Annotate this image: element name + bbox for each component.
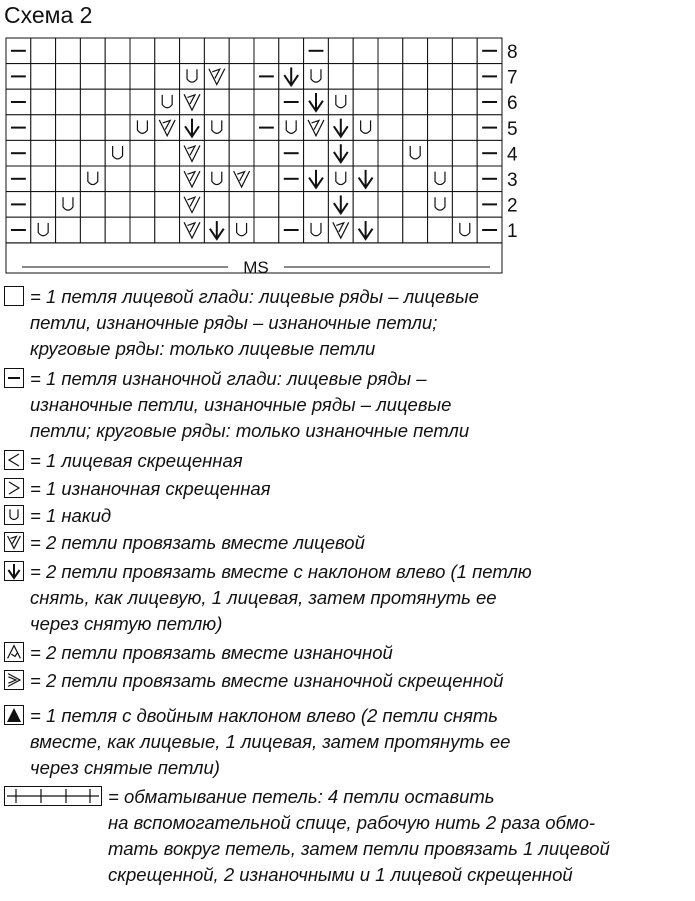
legend-text: = 2 петли провязать вместе лицевой: [30, 532, 365, 553]
chart-cell: [130, 140, 155, 166]
chart-cell: [452, 38, 477, 64]
yarn-over-icon: [4, 505, 24, 525]
legend-item: [4, 366, 469, 444]
chart-cell: [254, 115, 279, 141]
legend-text: = 1 петля с двойным наклоном влево (2 петли снять вместе, как лицевые, 1 лицевая, затем протянуть ее через снятые петли): [30, 705, 511, 778]
chart-cell: [477, 192, 502, 218]
triangle-icon: [4, 705, 24, 725]
knitting-chart: [0, 0, 695, 290]
chart-cell: [31, 192, 56, 218]
chart-cell: [56, 140, 81, 166]
legend-item: [4, 668, 503, 694]
chart-cell: [403, 192, 428, 218]
chart-cell: [403, 38, 428, 64]
row-label: 2: [507, 195, 518, 217]
wrap-icon: [4, 786, 102, 806]
chart-cell: [328, 89, 353, 115]
chart-cell: [229, 38, 254, 64]
chart-cell: [304, 115, 329, 141]
chart-cell: [328, 38, 353, 64]
chart-cell: [229, 192, 254, 218]
chart-cell: [204, 217, 229, 243]
chart-cell: [279, 38, 304, 64]
chart-cell: [304, 217, 329, 243]
chart-cell: [353, 89, 378, 115]
chart-cell: [378, 140, 403, 166]
chart-cell: [452, 115, 477, 141]
chart-cell: [328, 166, 353, 192]
chart-cell: [204, 89, 229, 115]
chart-cell: [204, 166, 229, 192]
chart-cell: [80, 89, 105, 115]
chart-cell: [353, 166, 378, 192]
chart-cell: [155, 192, 180, 218]
chart-cell: [105, 140, 130, 166]
chart-cell: [6, 217, 31, 243]
chart-cell: [353, 140, 378, 166]
chart-cell: [328, 140, 353, 166]
less-than-square-icon: [4, 450, 24, 470]
chart-cell: [254, 64, 279, 90]
chart-cell: [180, 89, 205, 115]
chart-cell: [155, 217, 180, 243]
row-label: 4: [507, 144, 518, 166]
chart-cell: [403, 217, 428, 243]
legend-text: = 2 петли провязать вместе с наклоном влево (1 петлю снять, как лицевую, 1 лицевая, затем протянуть ее через снятую петлю): [30, 561, 532, 634]
chart-cell: [6, 166, 31, 192]
chart-cell: [204, 64, 229, 90]
chart-cell: [180, 115, 205, 141]
chart-cell: [428, 115, 453, 141]
legend-item: [4, 448, 243, 474]
chart-cell: [254, 192, 279, 218]
chart-cell: [353, 115, 378, 141]
chart-cell: [353, 38, 378, 64]
ssk-arrow-icon: [4, 561, 24, 581]
chart-cell: [155, 166, 180, 192]
chart-cell: [477, 89, 502, 115]
chart-cell: [130, 64, 155, 90]
chart-cell: [304, 192, 329, 218]
chart-cell: [353, 217, 378, 243]
p2tog-icon: [4, 642, 24, 662]
chart-cell: [31, 140, 56, 166]
chart-cell: [304, 89, 329, 115]
row-label: 3: [507, 169, 518, 191]
chart-cell: [56, 192, 81, 218]
chart-cell: [477, 38, 502, 64]
chart-cell: [378, 38, 403, 64]
chart-cell: [428, 38, 453, 64]
chart-cell: [105, 115, 130, 141]
chart-cell: [403, 115, 428, 141]
chart-cell: [31, 38, 56, 64]
chart-cell: [56, 64, 81, 90]
chart-cell: [31, 166, 56, 192]
chart-cell: [180, 64, 205, 90]
chart-cell: [229, 166, 254, 192]
legend-text: = обматывание петель: 4 петли оставить на вспомогательной спице, рабочую нить 2 раза обмо- тать вокруг петель, затем петли провязать 1 лицевой скрещенной, 2 изнаночными и 1 лицевой скрещенной: [108, 786, 610, 885]
legend-item: [4, 476, 271, 502]
chart-title: Схема 2: [4, 2, 93, 28]
chart-cell: [130, 192, 155, 218]
legend-text: = 1 петля изнаночной глади: лицевые ряды – изнаночные петли, изнаночные ряды – лицевые петли; круговые ряды: только изнаночные петли: [30, 368, 470, 441]
legend-item: [4, 530, 365, 556]
chart-grid: [6, 38, 502, 243]
chart-cell: [254, 166, 279, 192]
chart-cell: [204, 115, 229, 141]
chart-cell: [80, 64, 105, 90]
chart-cell: [31, 64, 56, 90]
chart-cell: [155, 140, 180, 166]
chart-cell: [279, 140, 304, 166]
chart-cell: [6, 89, 31, 115]
chart-cell: [378, 166, 403, 192]
chart-cell: [105, 38, 130, 64]
legend-item: [4, 503, 111, 529]
chart-cell: [130, 217, 155, 243]
chart-cell: [56, 115, 81, 141]
chart-cell: [328, 64, 353, 90]
chart-cell: [31, 115, 56, 141]
chart-cell: [180, 140, 205, 166]
chart-cell: [155, 38, 180, 64]
chart-cell: [477, 115, 502, 141]
chart-cell: [378, 192, 403, 218]
legend-text: = 1 петля лицевой глади: лицевые ряды – лицевые петли, изнаночные ряды – изнаночные петли; круговые ряды: только лицевые петли: [30, 286, 479, 359]
chart-cell: [452, 217, 477, 243]
chart-cell: [378, 115, 403, 141]
chart-cell: [328, 192, 353, 218]
k2tog-icon: [4, 532, 24, 552]
chart-cell: [155, 89, 180, 115]
chart-cell: [130, 115, 155, 141]
chart-cell: [155, 115, 180, 141]
chart-cell: [229, 89, 254, 115]
chart-cell: [428, 64, 453, 90]
chart-cell: [254, 140, 279, 166]
chart-cell: [378, 217, 403, 243]
chart-cell: [130, 166, 155, 192]
chart-cell: [31, 217, 56, 243]
chart-cell: [204, 140, 229, 166]
blank-square-icon: [4, 286, 24, 306]
chart-cell: [180, 38, 205, 64]
chart-cell: [80, 140, 105, 166]
chart-cell: [378, 64, 403, 90]
chart-cell: [279, 217, 304, 243]
legend-text: = 2 петли провязать вместе изнаночной: [30, 642, 393, 663]
chart-cell: [254, 217, 279, 243]
chart-cell: [403, 140, 428, 166]
chart-cell: [428, 140, 453, 166]
chart-cell: [31, 89, 56, 115]
chart-cell: [477, 64, 502, 90]
chart-cell: [428, 89, 453, 115]
legend-item: [4, 284, 479, 362]
chart-cell: [229, 115, 254, 141]
greater-than-square-icon: [4, 478, 24, 498]
chart-cell: [428, 217, 453, 243]
chart-cell: [105, 217, 130, 243]
chart-cell: [204, 38, 229, 64]
chart-cell: [304, 64, 329, 90]
chart-cell: [56, 217, 81, 243]
chart-cell: [279, 64, 304, 90]
chart-cell: [304, 38, 329, 64]
chart-cell: [254, 38, 279, 64]
chart-cell: [6, 115, 31, 141]
chart-cell: [80, 115, 105, 141]
row-label: 7: [507, 67, 518, 89]
chart-cell: [130, 89, 155, 115]
chart-cell: [353, 192, 378, 218]
legend-text: = 1 изнаночная скрещенная: [30, 478, 271, 499]
chart-cell: [304, 166, 329, 192]
legend-text: = 2 петли провязать вместе изнаночной скрещенной: [30, 670, 504, 691]
chart-cell: [428, 166, 453, 192]
chart-cell: [254, 89, 279, 115]
chart-cell: [477, 217, 502, 243]
chart-cell: [477, 140, 502, 166]
chart-cell: [56, 38, 81, 64]
chart-cell: [279, 192, 304, 218]
chart-cell: [378, 89, 403, 115]
chart-cell: [452, 89, 477, 115]
chart-cell: [403, 166, 428, 192]
row-label: 8: [507, 41, 518, 63]
chart-cell: [229, 140, 254, 166]
legend-item: [4, 559, 532, 637]
chart-cell: [105, 192, 130, 218]
chart-cell: [279, 115, 304, 141]
chart-cell: [105, 89, 130, 115]
dash-square-icon: [4, 368, 24, 388]
chart-cell: [80, 38, 105, 64]
chart-cell: [403, 64, 428, 90]
legend-item: [4, 703, 510, 781]
legend-item: [4, 640, 393, 666]
legend-text: = 1 накид: [30, 505, 112, 526]
row-label: 6: [507, 93, 518, 115]
chart-cell: [279, 166, 304, 192]
chart-cell: [304, 140, 329, 166]
chart-cell: [56, 89, 81, 115]
p2tog-tbl-icon: [4, 670, 24, 690]
chart-cell: [353, 64, 378, 90]
chart-cell: [452, 64, 477, 90]
chart-cell: [279, 89, 304, 115]
chart-cell: [403, 89, 428, 115]
chart-cell: [477, 166, 502, 192]
chart-cell: [180, 192, 205, 218]
chart-cell: [155, 64, 180, 90]
chart-cell: [6, 38, 31, 64]
legend-text: = 1 лицевая скрещенная: [30, 450, 243, 471]
chart-cell: [229, 217, 254, 243]
chart-cell: [428, 192, 453, 218]
chart-cell: [452, 140, 477, 166]
chart-cell: [80, 166, 105, 192]
chart-cell: [130, 38, 155, 64]
chart-cell: [452, 166, 477, 192]
chart-cell: [328, 115, 353, 141]
chart-cell: [452, 192, 477, 218]
row-labels: [507, 42, 518, 242]
chart-cell: [6, 140, 31, 166]
legend-item: [4, 784, 610, 888]
row-label: 5: [507, 118, 518, 140]
chart-cell: [180, 166, 205, 192]
row-label: 1: [507, 221, 518, 243]
chart-cell: [105, 166, 130, 192]
chart-cell: [56, 166, 81, 192]
chart-cell: [6, 64, 31, 90]
ms-label: MS: [243, 258, 269, 277]
chart-cell: [6, 192, 31, 218]
chart-cell: [180, 217, 205, 243]
chart-cell: [204, 192, 229, 218]
chart-cell: [80, 217, 105, 243]
chart-cell: [80, 192, 105, 218]
chart-cell: [105, 64, 130, 90]
chart-cell: [229, 64, 254, 90]
chart-cell: [328, 217, 353, 243]
